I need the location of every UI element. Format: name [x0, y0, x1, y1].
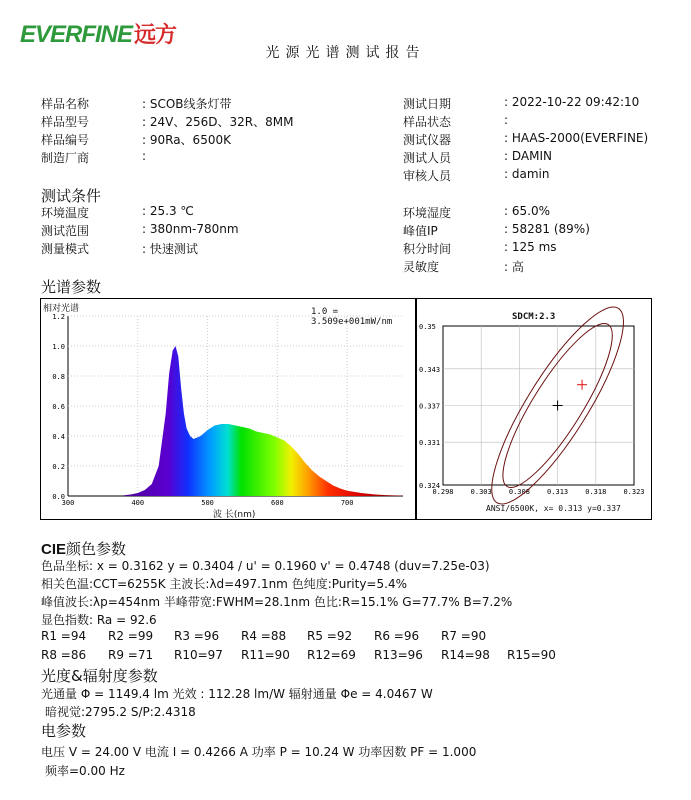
spectrum-ylabel: 相对光谱 — [43, 304, 80, 314]
spectrum-xtick-label: 700 — [340, 499, 354, 507]
cie-line-2: 相关色温:CCT=6255K 主波长:λd=497.1nm 色纯度:Purity=5.4% — [41, 577, 407, 591]
cond-right-label-1: 峰值IP — [403, 224, 438, 238]
cond-left-label-1: 测试范围 — [41, 224, 90, 238]
cond-right-value-3: : 高 — [504, 260, 524, 274]
report-title: 光源光谱测试报告 — [265, 45, 426, 61]
r-value-8: R8 =86 — [41, 648, 87, 662]
cond-left-value-2: : 快速测试 — [142, 242, 198, 256]
sdcm-ytick-label: 0.331 — [419, 439, 441, 448]
r-value-15: R15=90 — [507, 648, 556, 662]
test-value-2: : HAAS-2000(EVERFINE) — [504, 131, 649, 145]
cie-line-3: 峰值波长:λp=454nm 半峰带宽:FWHM=28.1nm 色比:R=15.1% G=77.7% B=7.2% — [41, 595, 513, 609]
spectrum-ytick-label: 1.0 — [52, 343, 65, 351]
photometry-line-1: 光通量 Φ = 1149.4 lm 光效 : 112.28 lm/W 辐射通量 Φe = 4.0467 W — [41, 687, 433, 701]
cond-left-label-2: 测量模式 — [41, 242, 90, 256]
test-label-4: 审核人员 — [403, 169, 452, 183]
cond-left-value-0: : 25.3 ℃ — [142, 204, 194, 218]
cie-heading-cn: 颜色参数 — [66, 540, 127, 558]
test-label-1: 样品状态 — [403, 115, 452, 129]
electrical-line-1: 电压 V = 24.00 V 电流 I = 0.4266 A 功率 P = 10.24 W 功率因数 PF = 1.000 — [41, 745, 477, 759]
r-value-4: R4 =88 — [241, 629, 287, 643]
conditions-heading: 测试条件 — [41, 187, 102, 205]
sdcm-ytick-label: 0.324 — [419, 482, 441, 490]
test-value-3: : DAMIN — [504, 149, 552, 163]
r-value-5: R5 =92 — [307, 629, 353, 643]
r-value-9: R9 =71 — [108, 648, 154, 662]
spectrum-ytick-label: 0.6 — [52, 403, 65, 411]
r-value-2: R2 =99 — [108, 629, 154, 643]
sdcm-ytick-label: 0.337 — [419, 402, 441, 411]
test-label-0: 测试日期 — [403, 97, 452, 111]
r-value-6: R6 =96 — [374, 629, 420, 643]
cond-right-value-0: : 65.0% — [504, 204, 550, 218]
spectrum-plot-frame — [40, 298, 417, 520]
cond-right-label-3: 灵敏度 — [403, 260, 440, 274]
cond-right-label-0: 环境湿度 — [403, 206, 452, 220]
sdcm-plot-frame — [415, 298, 652, 520]
sdcm-caption: ANSI/6500K, x= 0.313 y=0.337 — [486, 504, 621, 513]
sample-label-0: 样品名称 — [41, 97, 90, 111]
r-value-14: R14=98 — [441, 648, 490, 662]
logo-cn: 远方 — [134, 22, 177, 47]
cond-left-label-0: 环境温度 — [41, 206, 90, 220]
electrical-heading: 电参数 — [41, 722, 87, 740]
spectrum-area — [124, 346, 403, 496]
sample-value-3: : — [142, 149, 147, 163]
sdcm-chart — [416, 299, 651, 519]
photometry-line-2: 暗视觉:2795.2 S/P:2.4318 — [45, 705, 196, 719]
cie-heading — [41, 538, 126, 559]
sample-label-2: 样品编号 — [41, 133, 90, 147]
photometry-heading: 光度&辐射度参数 — [41, 667, 158, 685]
spectrum-xtick-label: 500 — [201, 499, 214, 507]
spectrum-xtick-label: 300 — [61, 499, 75, 507]
sdcm-title: SDCM:2.3 — [512, 312, 556, 322]
spectrum-xtick-label: 600 — [271, 499, 284, 507]
r-value-7: R7 =90 — [441, 629, 487, 643]
sample-value-1: : 24V、256D、32R、8MM — [142, 115, 294, 129]
sdcm-xtick-label: 0.308 — [508, 488, 530, 496]
sdcm-ytick-label: 0.343 — [419, 365, 441, 374]
sample-label-3: 制造厂商 — [41, 151, 90, 165]
test-value-0: : 2022-10-22 09:42:10 — [504, 95, 640, 109]
spectrum-scale-note: 1.0 = 3.509e+001mW/nm — [311, 307, 393, 327]
spectrum-ytick-label: 0.0 — [52, 493, 65, 501]
spectrum-xtick-label: 400 — [131, 499, 145, 507]
sdcm-xtick-label: 0.318 — [585, 488, 607, 496]
test-value-4: : damin — [504, 167, 550, 181]
cie-line-4: 显色指数: Ra = 92.6 — [41, 613, 157, 627]
r-value-12: R12=69 — [307, 648, 356, 662]
spectrum-ytick-label: 0.4 — [52, 433, 65, 441]
sdcm-ytick-label: 0.35 — [419, 323, 436, 331]
cond-right-value-1: : 58281 (89%) — [504, 222, 590, 236]
r-value-3: R3 =96 — [174, 629, 220, 643]
spectrum-heading: 光谱参数 — [41, 278, 102, 296]
spectrum-ytick-label: 1.2 — [52, 313, 65, 321]
cond-right-value-2: : 125 ms — [504, 240, 557, 254]
r-value-13: R13=96 — [374, 648, 423, 662]
cond-left-value-1: : 380nm-780nm — [142, 222, 239, 236]
spectrum-ytick-label: 0.8 — [52, 373, 65, 381]
spectrum-ytick-label: 0.2 — [52, 463, 65, 471]
test-value-1: : — [504, 113, 509, 127]
logo-text: EVERFINE — [20, 21, 133, 48]
spectrum-chart — [41, 299, 416, 519]
r-value-10: R10=97 — [174, 648, 223, 662]
cond-right-label-2: 积分时间 — [403, 242, 452, 256]
electrical-line-2: 频率=0.00 Hz — [45, 764, 125, 778]
spectrum-xlabel: 波 长(nm) — [213, 510, 256, 520]
test-label-2: 测试仪器 — [403, 133, 452, 147]
r-value-1: R1 =94 — [41, 629, 87, 643]
sdcm-xtick-label: 0.313 — [547, 488, 569, 496]
sdcm-xtick-label: 0.303 — [470, 488, 492, 496]
r-value-11: R11=90 — [241, 648, 290, 662]
cie-line-1: 色品坐标: x = 0.3162 y = 0.3404 / u' = 0.1960 v' = 0.4748 (duv=7.25e-03) — [41, 559, 490, 573]
sample-value-0: : SCOB线条灯带 — [142, 97, 232, 111]
sample-value-2: : 90Ra、6500K — [142, 133, 231, 147]
cie-heading-latin: CIE — [41, 541, 67, 558]
test-label-3: 测试人员 — [403, 151, 452, 165]
sdcm-xtick-label: 0.298 — [432, 488, 454, 496]
sdcm-xtick-label: 0.323 — [623, 488, 645, 496]
sample-label-1: 样品型号 — [41, 115, 90, 129]
